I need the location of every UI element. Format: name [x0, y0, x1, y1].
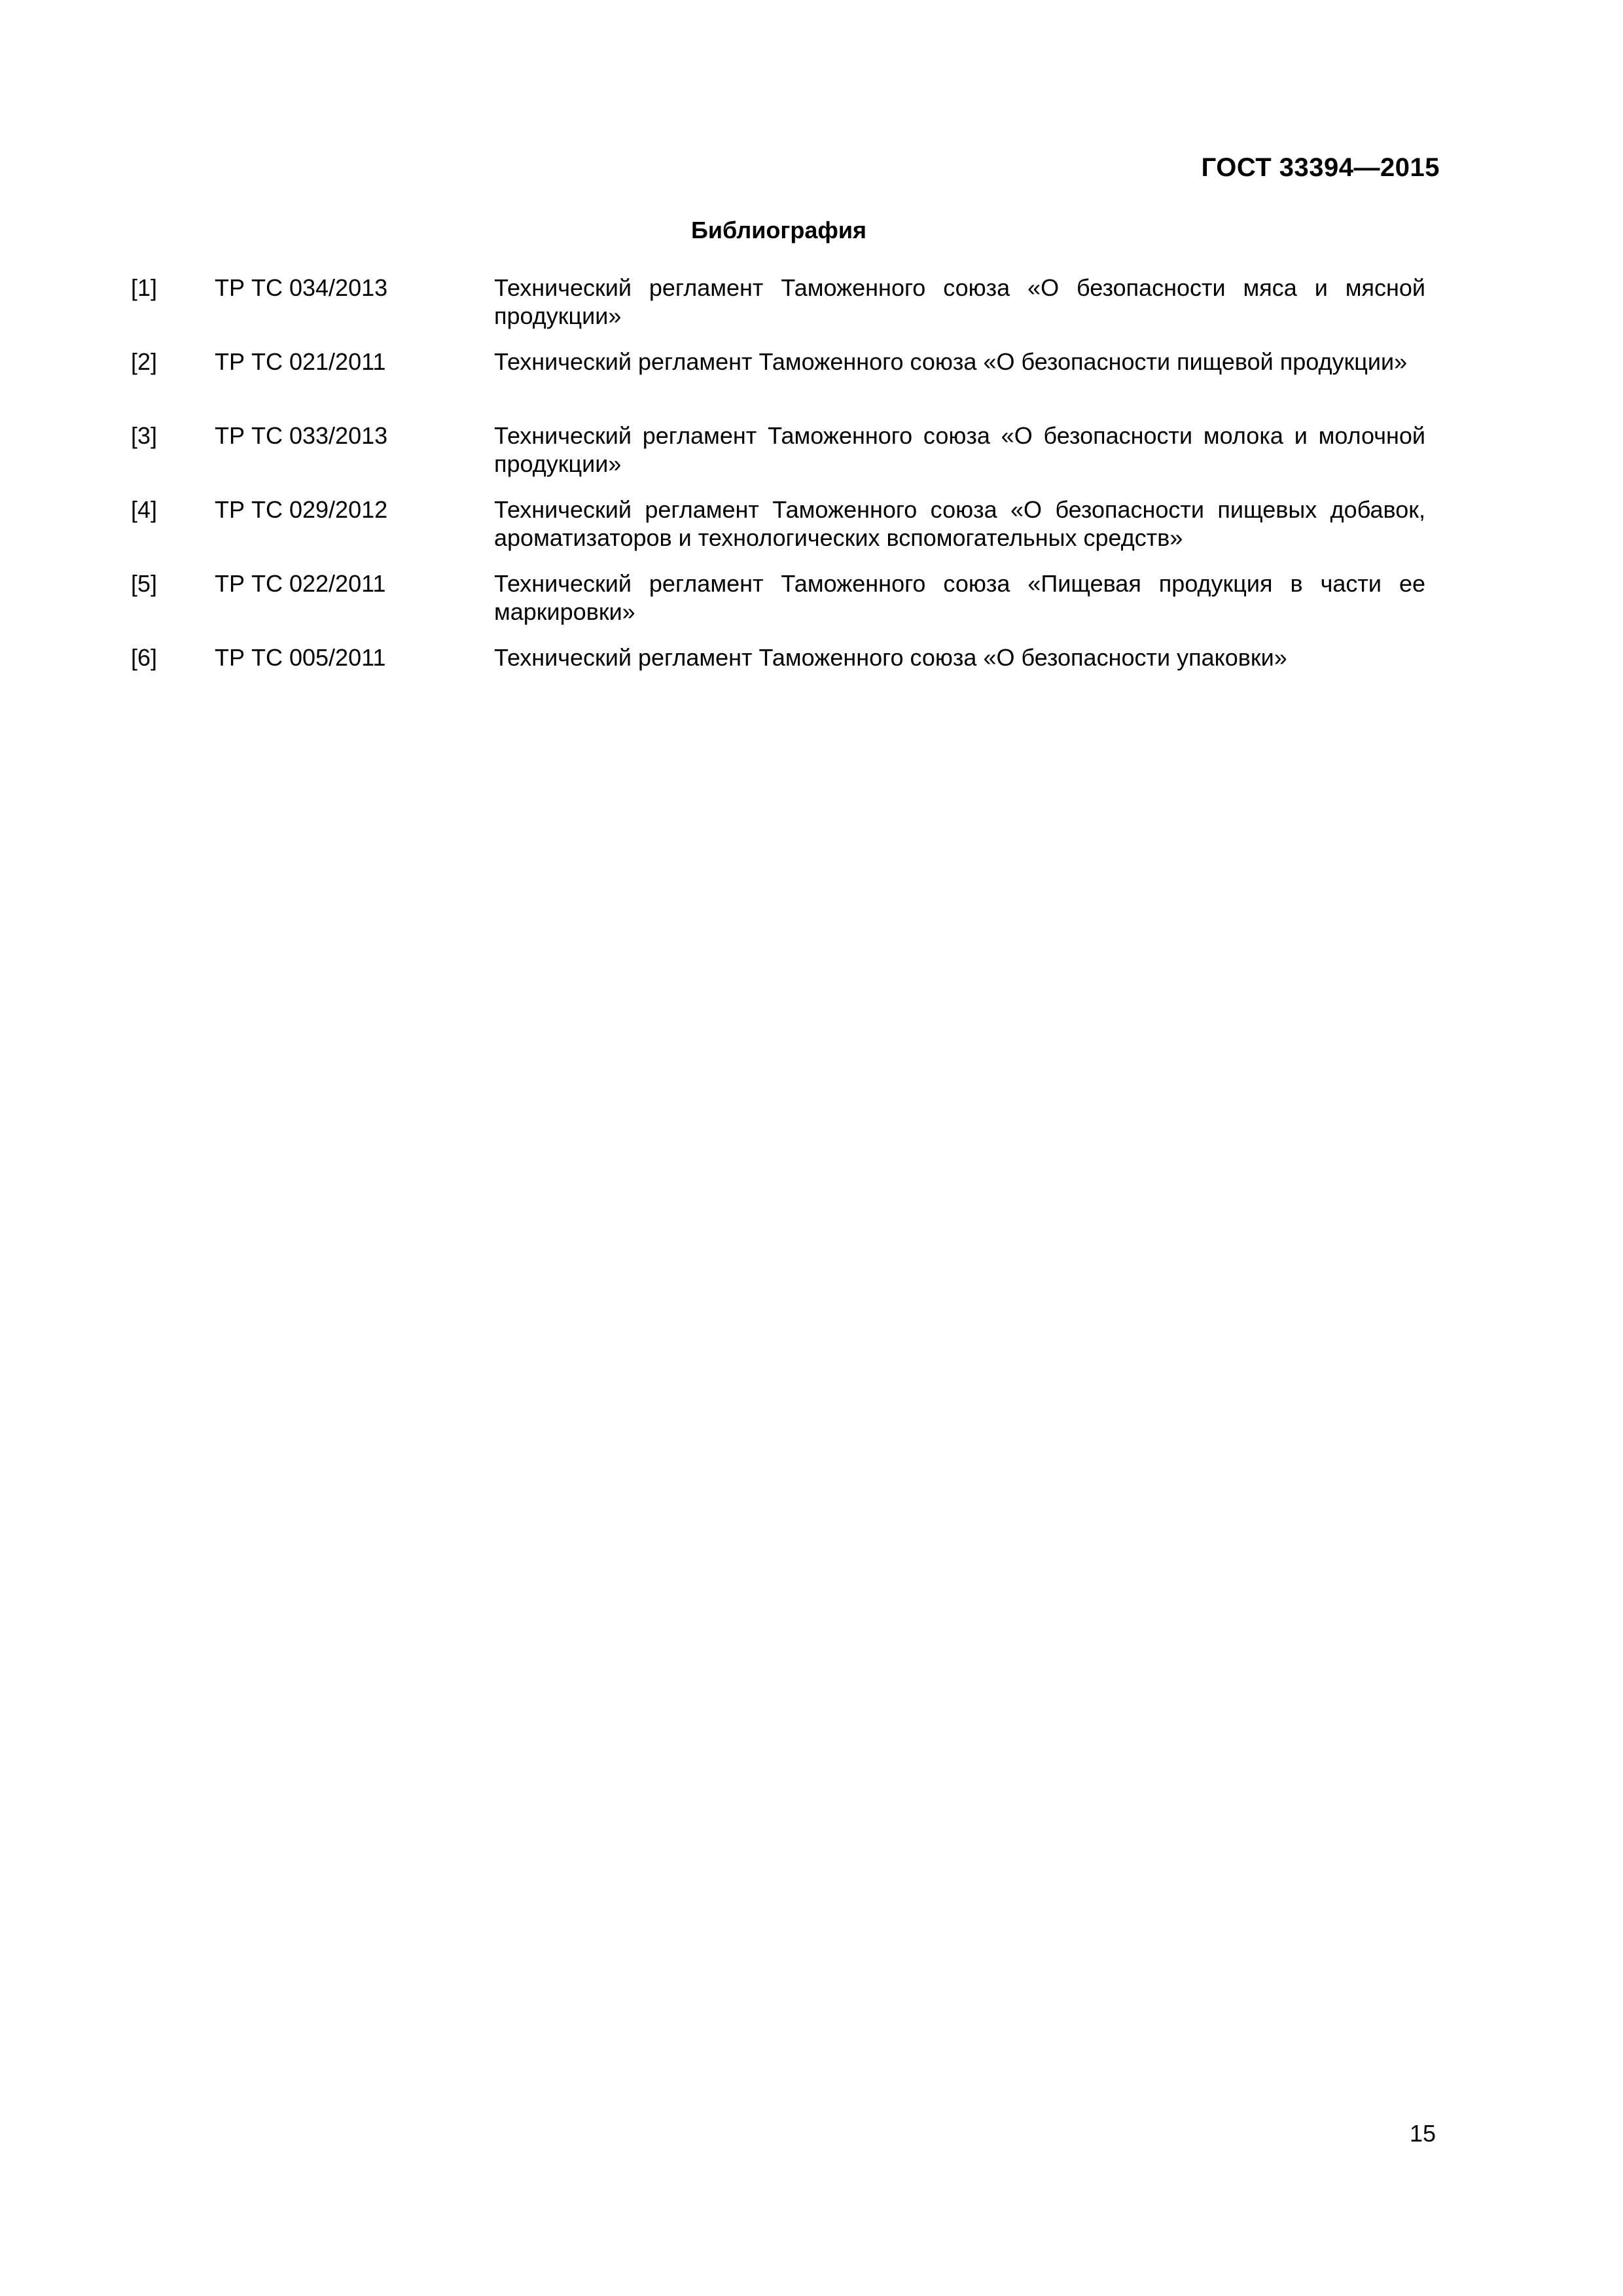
bibliography-entry: [131, 274, 1425, 348]
entry-code: ТР ТС 021/2011: [215, 348, 386, 375]
entry-number: [1]: [131, 274, 158, 301]
entry-number: [3]: [131, 422, 158, 449]
entry-code: ТР ТС 005/2011: [215, 644, 386, 671]
entry-description: Технический регламент Таможенного союза «О безопасности молока и молочной продукции»: [494, 422, 1425, 477]
entry-code: ТР ТС 034/2013: [215, 274, 388, 301]
entry-description: Технический регламент Таможенного союза «О безопасности упаковки»: [494, 644, 1287, 671]
entry-description: Технический регламент Таможенного союза «О безопасности пищевых добавок, ароматизаторов и технологических вспомогательных средств»: [494, 496, 1425, 551]
entry-code: ТР ТС 022/2011: [215, 570, 386, 597]
entry-description: Технический регламент Таможенного союза «О безопасности пищевой продукции»: [494, 348, 1408, 375]
bibliography-entry: [131, 569, 1425, 643]
document-code-header: ГОСТ 33394—2015: [1201, 153, 1440, 182]
entry-description: Технический регламент Таможенного союза «Пищевая продукция в части ее маркировки»: [494, 570, 1425, 625]
bibliography-entry: [131, 495, 1425, 569]
page-number: 15: [1409, 2120, 1436, 2147]
entry-code: ТР ТС 029/2012: [215, 496, 388, 523]
bibliography-entry: [131, 348, 1425, 422]
bibliography-entry: [131, 643, 1425, 717]
entry-description: Технический регламент Таможенного союза «О безопасности мяса и мясной продукции»: [494, 274, 1425, 329]
bibliography-entry: [131, 422, 1425, 495]
entry-code: ТР ТС 033/2013: [215, 422, 388, 449]
entry-number: [4]: [131, 496, 158, 523]
entry-number: [6]: [131, 644, 158, 671]
bibliography-list: [131, 274, 1425, 717]
bibliography-title: Библиография: [691, 217, 866, 243]
entry-number: [5]: [131, 570, 158, 597]
entry-number: [2]: [131, 348, 158, 375]
